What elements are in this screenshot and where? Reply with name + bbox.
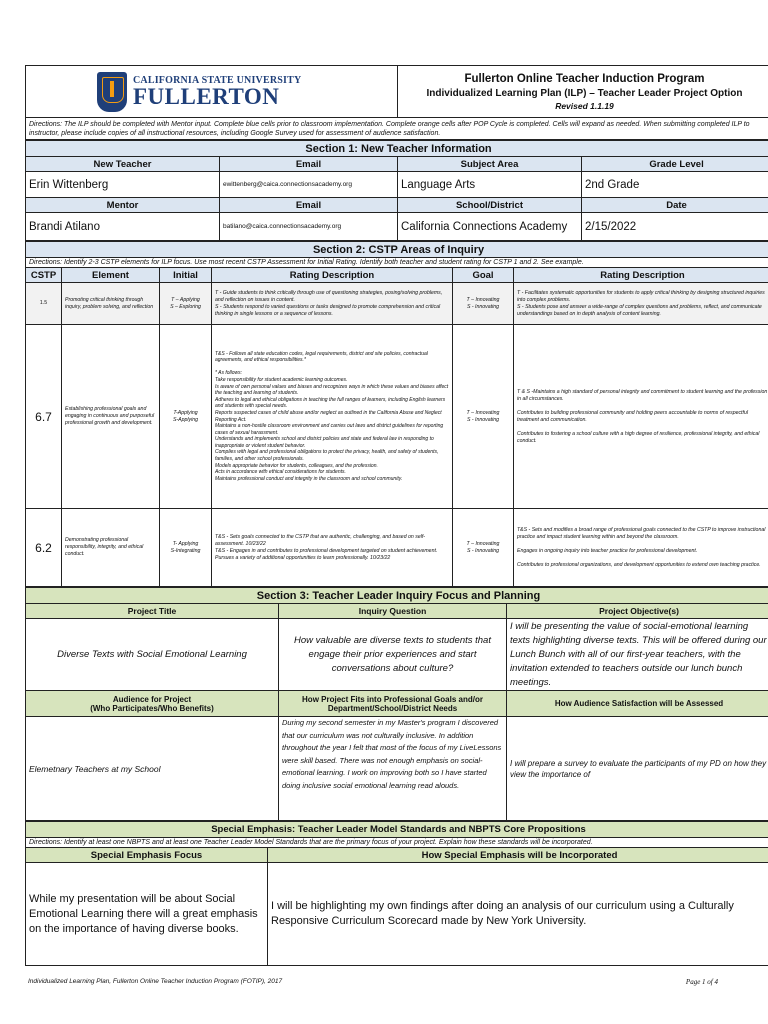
header-cstp: CSTP (26, 268, 62, 283)
cstp-rating-description[interactable]: T&S - Follows all state education codes, legal requirements, district and site policies, contractual agreements, and ethical responsibilities.* * As follows: Take responsibility for student academic learning outcomes. Is aware of own personal values and biases and recognizes ways in which these values and biases affect the teaching and learning of students. Adheres to legal and ethical obligations in teaching the full ranges of learners, including English learners and students with special needs. Reports suspected cases of child abuse and/or neglect as outlined in the California Abuse and Neglect Reporting Act. Maintains a non-hostile classroom environment and carries out laws and district guidelines for reporting cases of sexual harassment. Understands and implements school and district policies and state and federal law in responding to inappropriate or violent student behavior. Complies with legal and professional obligations to protect the privacy, health, and safety of students, families, and other school professionals. Models appropriate behavior for students, colleagues, and the profession. Acts in accordance with ethical considerations for students. Maintains professional conduct and integrity in the classroom and school community. (212, 325, 453, 509)
header-mentor: Mentor (26, 198, 220, 213)
header-mentor-email: Email (220, 198, 398, 213)
cstp-element[interactable]: Demonstrating professional responsibility, integrity, and ethical conduct. (62, 509, 160, 587)
cstp-goal[interactable]: T – Innovating S - Innovating (453, 325, 514, 509)
cstp-number: 1.5 (26, 283, 62, 325)
header-audience-satisfaction: How Audience Satisfaction will be Assessed (507, 691, 768, 717)
cstp-goal[interactable]: T – Innovating S - Innovating (453, 509, 514, 587)
header-project-objectives: Project Objective(s) (507, 604, 768, 619)
cstp-number: 6.7 (26, 325, 62, 509)
grade-level-value[interactable]: 2nd Grade (582, 172, 768, 198)
program-title: Fullerton Online Teacher Induction Program (464, 72, 705, 85)
header-special-focus: Special Emphasis Focus (26, 848, 268, 863)
university-name: FULLERTON (133, 84, 280, 109)
header-grade-level: Grade Level (582, 157, 768, 172)
mentor-name[interactable]: Brandi Atilano (26, 213, 220, 241)
header-special-incorporated: How Special Emphasis will be Incorporated (268, 848, 768, 863)
cstp-number: 6.2 (26, 509, 62, 587)
plan-title: Individualized Learning Plan (ILP) – Teacher Leader Project Option (426, 87, 743, 99)
cstp-goal-description[interactable]: T&S - Sets and modifies a broad range of professional goals connected to the CSTP to improve instructional practice and impact student learning within and beyond the classroom. Engages in ongoing inquiry into teacher practice for professional development. Contributes to professional organizations, and development opportunities to extend own teaching practice. (514, 509, 768, 587)
header-table (25, 65, 768, 140)
audience-satisfaction-value[interactable]: I will prepare a survey to evaluate the participants of my PD on how they view the importance of (507, 717, 768, 821)
cstp-rating-description[interactable]: T&S - Sets goals connected to the CSTP that are authentic, challenging, and based on self- assessment. 10/23/22 T&S - Engages in and contributes to professional development targeted on student achievement. Pursues a variety of additional opportunities to learn professionally. 10/23/22 (212, 509, 453, 587)
header-project-fit: How Project Fits into Professional Goals and/or Department/School/District Needs (279, 691, 507, 717)
cstp-goal-description[interactable]: T & S -Maintains a high standard of personal integrity and commitment to student learning and the profession in all circumstances. Contributes to building professional community and holding peers accountable to norms of respectful treatment and communication. Contributes to fostering a school culture with a high degree of resilience, professional integrity, and ethical conduct. (514, 325, 768, 509)
audience-value[interactable]: Elemetnary Teachers at my School (26, 717, 279, 821)
header-subject-area: Subject Area (398, 157, 582, 172)
date-value[interactable]: 2/15/2022 (582, 213, 768, 241)
header-school-district: School/District (398, 198, 582, 213)
project-objective-value[interactable]: I will be presenting the value of social-emotional learning texts highlighting diverse texts. This will be offered during our Lunch Bunch with all of our first-year teachers, with the invitation extended to teachers outside our lunch bunch meetings. (507, 619, 768, 691)
special-emphasis-table (25, 821, 768, 966)
section1-title: Section 1: New Teacher Information (26, 141, 768, 157)
section1-table (25, 140, 768, 241)
section2-title: Section 2: CSTP Areas of Inquiry (26, 242, 768, 258)
page-footer (28, 978, 748, 985)
section3-table (25, 587, 768, 821)
new-teacher-name[interactable]: Erin Wittenberg (26, 172, 220, 198)
cstp-initial[interactable]: T-Applying S-Applying (160, 325, 212, 509)
header-goal-rating-description: Rating Description (514, 268, 768, 283)
cstp-element[interactable]: Establishing professional goals and engaging in continuous and purposeful professional growth and development. (62, 325, 160, 509)
header-email: Email (220, 157, 398, 172)
subject-area-value[interactable]: Language Arts (398, 172, 582, 198)
cstp-rating-description: T - Guide students to think critically through use of questioning strategies, posing/solving problems, and reflection on issues in content. S - Students respond to varied questions or tasks designed to promote comprehension and critical thinking in single lessons or a sequence of lessons. (212, 283, 453, 325)
cstp-initial: T – Applying S – Exploring (160, 283, 212, 325)
footer-left: Individualized Learning Plan, Fullerton Online Teacher Induction Program (FOTIP), 2017 (28, 978, 283, 985)
project-fit-value[interactable]: During my second semester in my Master's program I discovered that our curriculum was not culturally inclusive. In addition throughout the year I felt that most of the focus of my LiveLessons were skill based. There was not enough emphasis on social-emotional learning. I work on improving both so I have started doing inclusive social emotional learning read alouds. (279, 717, 507, 821)
header-project-title: Project Title (26, 604, 279, 619)
cstp-element: Promoting critical thinking through inquiry, problem solving, and reflection (62, 283, 160, 325)
revision-label: Revised 1.1.19 (555, 100, 614, 111)
special-emphasis-directions: Directions: Identify at least one NBPTS and at least one Teacher Leader Model Standards that are the primary focus of your project. Explain how these standards will be incorporated. (26, 838, 768, 848)
university-seal-icon (97, 72, 127, 112)
header-inquiry-question: Inquiry Question (279, 604, 507, 619)
header-audience: Audience for Project (Who Participates/Who Benefits) (26, 691, 279, 717)
section3-title: Section 3: Teacher Leader Inquiry Focus and Planning (26, 588, 768, 604)
section2-directions: Directions: Identify 2-3 CSTP elements for ILP focus. Use most recent CSTP Assessment for Initial Rating. Identify both teacher and student rating for CSTP 1 and 2. See example. (26, 258, 768, 268)
cstp-goal-description: T - Facilitates systematic opportunities for students to apply critical thinking by designing structured inquiries into complex problems. S - Students pose and answer a wide-range of complex questions and problems, reflect, and communicate understandings based on in depth analysis of content learning. (514, 283, 768, 325)
page-number: Page 1 of 4 (685, 978, 718, 986)
inquiry-question-value[interactable]: How valuable are diverse texts to students that engage their prior experiences and start conversations about culture? (279, 619, 507, 691)
mentor-email[interactable]: batilano@caica.connectionsacademy.org (220, 213, 398, 241)
project-title-value[interactable]: Diverse Texts with Social Emotional Learning (26, 619, 279, 691)
university-line: CALIFORNIA STATE UNIVERSITY (133, 75, 302, 86)
special-incorporated-value[interactable]: I will be highlighting my own findings after doing an analysis of our curriculum using a Culturally Responsive Curriculum Scorecard made by New York University. (268, 863, 768, 966)
special-emphasis-title: Special Emphasis: Teacher Leader Model Standards and NBPTS Core Propositions (26, 822, 768, 838)
header-initial: Initial (160, 268, 212, 283)
directions-top: Directions: The ILP should be completed with Mentor input. Complete blue cells prior to classroom implementation. Complete orange cells after POP Cycle is completed. Cells will expand as needed. When submitting completed ILP to instructor, please include copies of all instructional resources, including Google Survey used for assessment of audience satisfaction. (26, 118, 768, 140)
section2-table (25, 241, 768, 587)
new-teacher-email[interactable]: ewittenberg@caica.connectionsacademy.org (220, 172, 398, 198)
cstp-goal: T – Innovating S - Innovating (453, 283, 514, 325)
header-goal: Goal (453, 268, 514, 283)
program-cell (398, 66, 768, 118)
header-element: Element (62, 268, 160, 283)
header-rating-description: Rating Description (212, 268, 453, 283)
logo-cell (26, 66, 398, 118)
special-focus-value[interactable]: While my presentation will be about Social Emotional Learning there will a great emphasis on the importance of having diverse books. (26, 863, 268, 966)
header-date: Date (582, 198, 768, 213)
ilp-document (25, 65, 768, 966)
school-district-value[interactable]: California Connections Academy (398, 213, 582, 241)
header-new-teacher: New Teacher (26, 157, 220, 172)
cstp-initial[interactable]: T- Applying S-Integrating (160, 509, 212, 587)
